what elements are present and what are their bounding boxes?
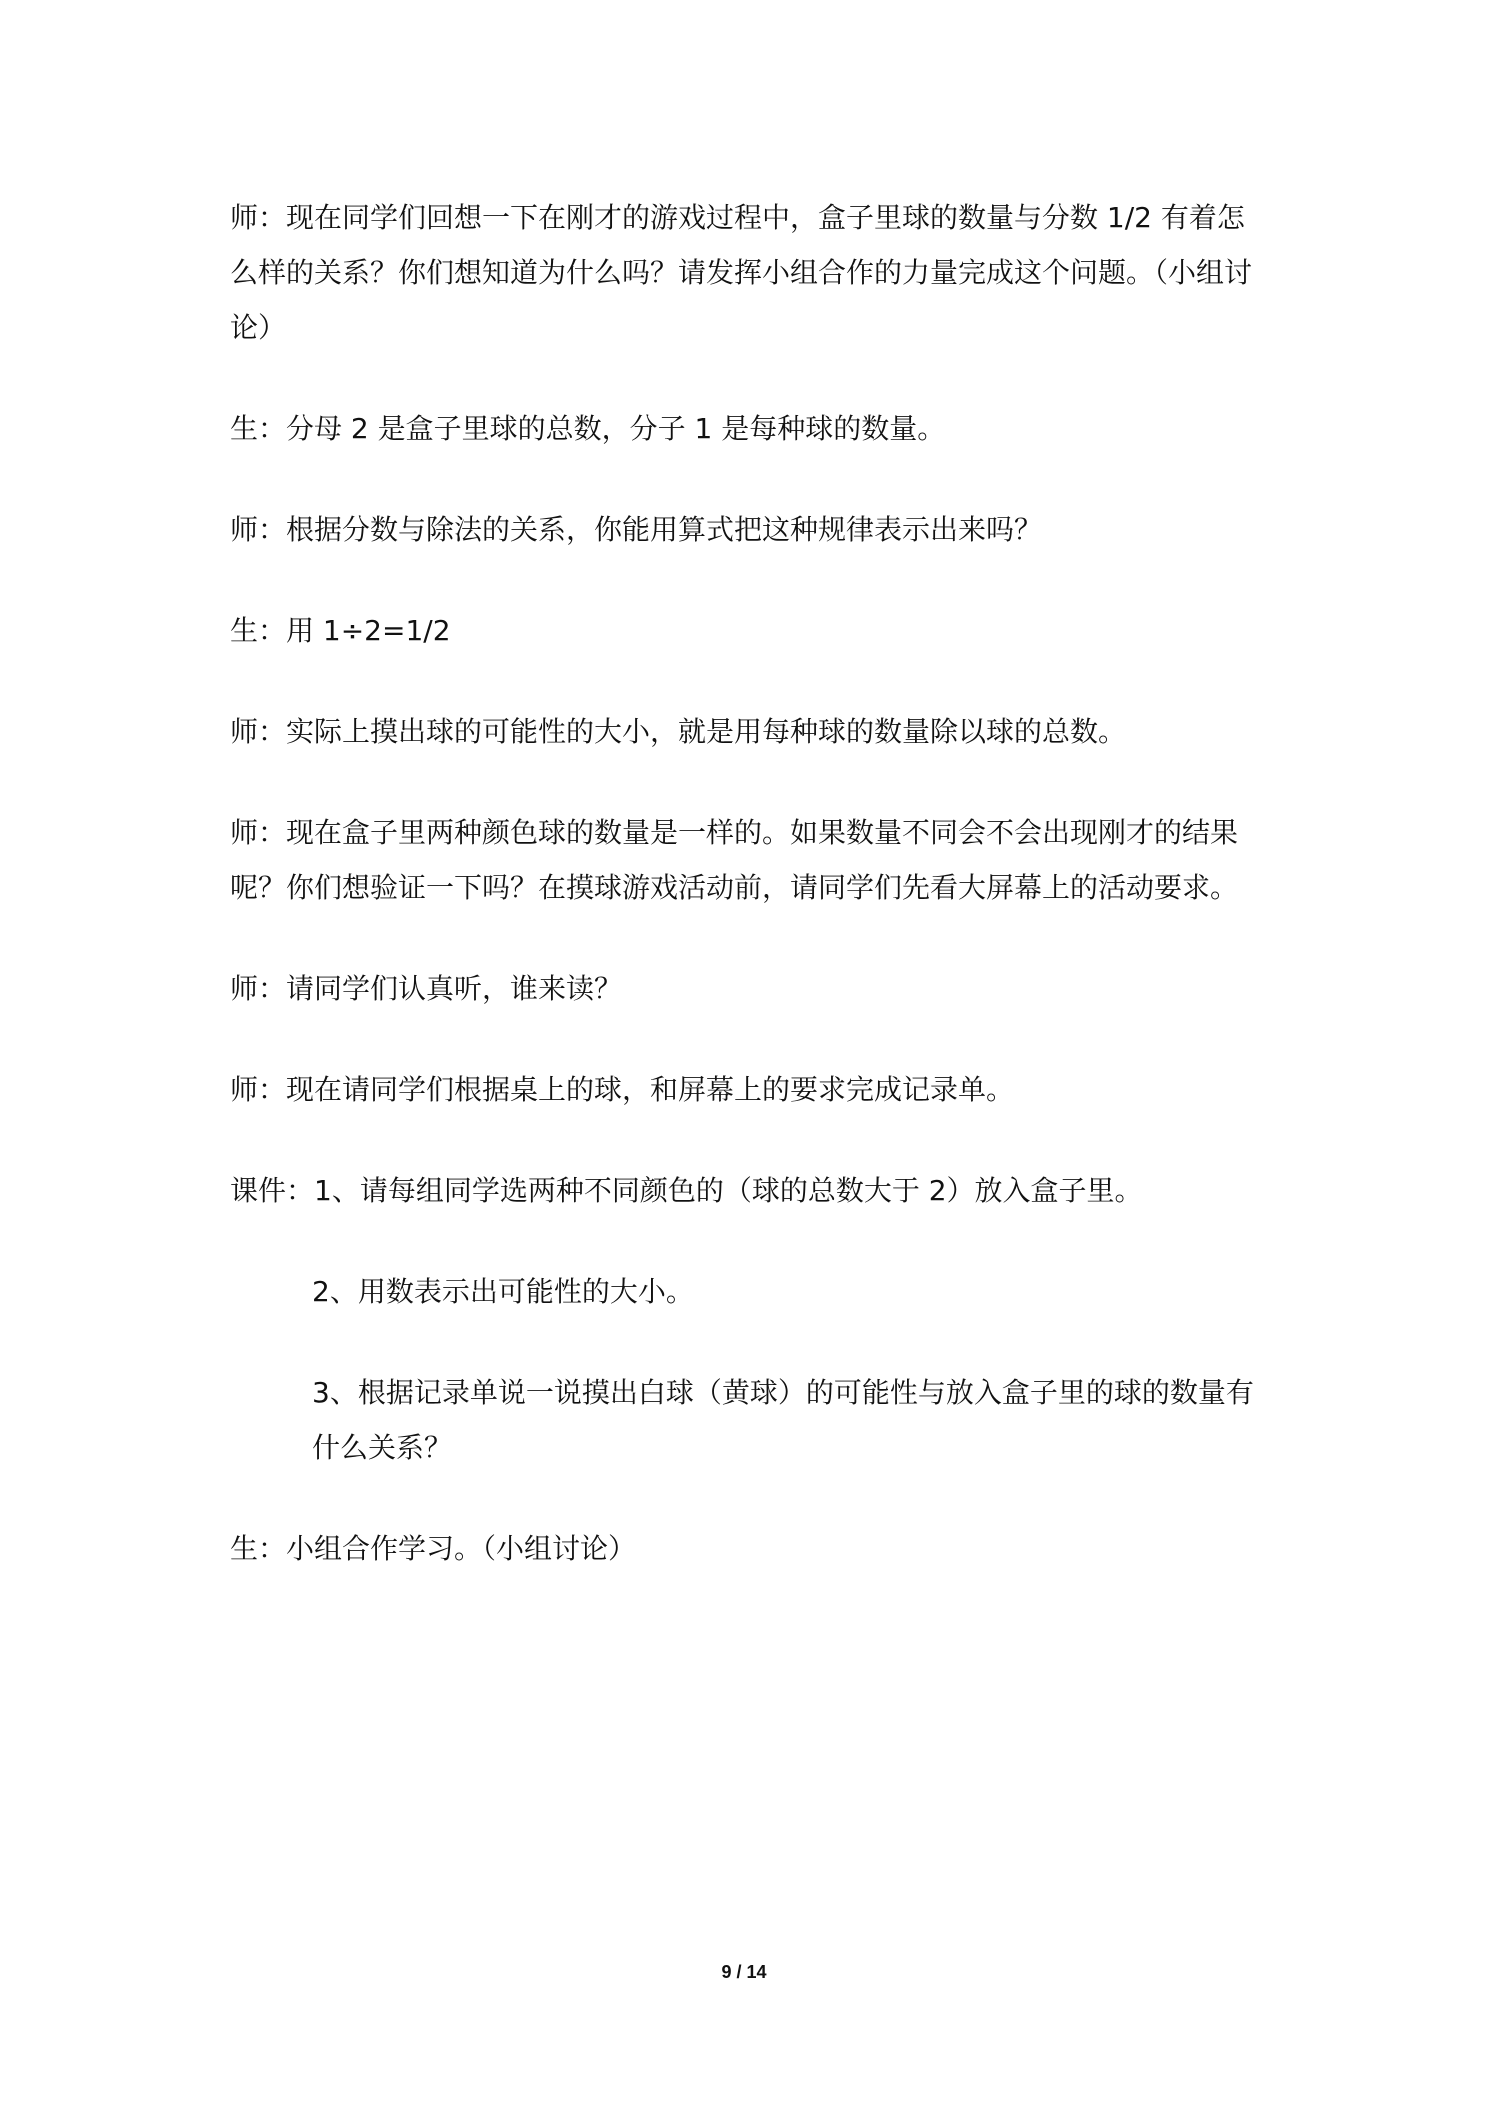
paragraph-teacher-instruction-2: 师：现在请同学们根据桌上的球，和屏幕上的要求完成记录单。 bbox=[230, 1073, 1015, 1106]
paragraph-teacher-question-2: 师：根据分数与除法的关系，你能用算式把这种规律表示出来吗？ bbox=[230, 513, 1043, 546]
paragraph-teacher-question-1: 师：现在同学们回想一下在刚才的游戏过程中，盒子里球的数量与分数 1/2 有着怎么样的关系？你们想知道为什么吗？请发挥小组合作的力量完成这个问题。（小组讨论） bbox=[230, 201, 1253, 344]
paragraph-courseware-item-2: 2、用数表示出可能性的大小。 bbox=[312, 1275, 694, 1308]
paragraph-teacher-instruction-1: 师：请同学们认真听，谁来读？ bbox=[230, 972, 623, 1005]
paragraph-courseware-item-1: 课件：1、请每组同学选两种不同颜色的（球的总数大于 2）放入盒子里。 bbox=[230, 1174, 1143, 1207]
paragraph-courseware-item-3: 3、根据记录单说一说摸出白球（黄球）的可能性与放入盒子里的球的数量有什么关系？ bbox=[312, 1376, 1254, 1464]
paragraph-student-activity: 生：小组合作学习。（小组讨论） bbox=[230, 1532, 637, 1565]
paragraph-teacher-explanation: 师：实际上摸出球的可能性的大小，就是用每种球的数量除以球的总数。 bbox=[230, 715, 1127, 748]
paragraph-student-answer-2: 生：用 1÷2=1/2 bbox=[230, 614, 451, 647]
document-body bbox=[230, 190, 1270, 1576]
page-number: 9 / 14 bbox=[721, 1962, 767, 1982]
paragraph-student-answer-1: 生：分母 2 是盒子里球的总数，分子 1 是每种球的数量。 bbox=[230, 412, 946, 445]
paragraph-teacher-question-3: 师：现在盒子里两种颜色球的数量是一样的。如果数量不同会不会出现刚才的结果呢？你们想验证一下吗？在摸球游戏活动前，请同学们先看大屏幕上的活动要求。 bbox=[230, 816, 1239, 904]
